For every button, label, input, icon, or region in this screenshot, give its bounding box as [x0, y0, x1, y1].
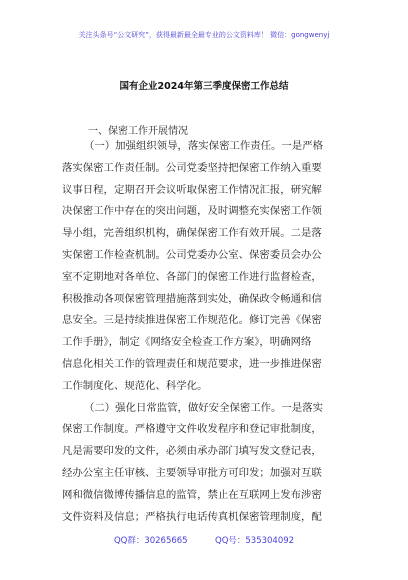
text-line: 凡是需要印发的文件，必须由承办部门填写发文登记表，: [62, 445, 322, 458]
promo-banner: 关注头条号“公文研究”，获得最新最全最专业的公文资料库！ 微信：gongwenyj: [78, 31, 330, 39]
qq-group-label: QQ群：30265665: [113, 536, 188, 546]
text-line: 决保密工作中存在的突出问题，及时调整充实保密工作领: [62, 205, 322, 218]
qq-number-label: QQ号：535304092: [215, 536, 295, 546]
text-line: 文件资料及信息；严格执行电话传真机保密管理制度，配: [62, 510, 322, 523]
text-line: 议事日程，定期召开会议听取保密工作情况汇报，研究解: [62, 183, 322, 196]
text-line: 息安全。三是持续推进保密工作规范化。修订完善《保密: [62, 314, 322, 327]
body-text: [62, 136, 362, 528]
text-line: （一）加强组织领导，落实保密工作责任。一是严格: [84, 140, 323, 152]
text-line: 工作手册》，制定《网络安全检查工作方案》，明确网络: [62, 336, 312, 349]
contact-footer: [0, 534, 408, 546]
text-line: 经办公室主任审核、主要领导审批方可印发；加强对互联: [62, 466, 322, 479]
text-line: 积极推动各项保密管理措施落到实处，确保政令畅通和信: [62, 292, 322, 305]
text-line: 网和微信微博传播信息的监管，禁止在互联网上发布涉密: [62, 488, 322, 501]
text-line: 落实保密工作责任制。公司党委坚持把保密工作纳入重要: [62, 161, 322, 174]
text-line: 工作制度化、规范化、科学化。: [62, 379, 208, 392]
text-line: 室不定期地对各单位、各部门的保密工作进行监督检查，: [62, 270, 322, 283]
document-title: 国有企业2024年第三季度保密工作总结: [119, 81, 289, 92]
text-line: 导小组，完善组织机构，确保保密工作有效开展。二是落: [62, 227, 322, 240]
text-line: 实保密工作检查机制。公司党委办公室、保密委员会办公: [62, 248, 322, 261]
section-heading: 一、保密工作开展情况: [88, 126, 188, 137]
text-line: （二）强化日常监管，做好安全保密工作。一是落实: [84, 401, 323, 414]
text-line: 信息化相关工作的管理责任和规范要求，进一步推进保密: [62, 357, 322, 370]
text-line: 保密工作制度。严格遵守文件收发程序和登记审批制度，: [62, 423, 322, 436]
